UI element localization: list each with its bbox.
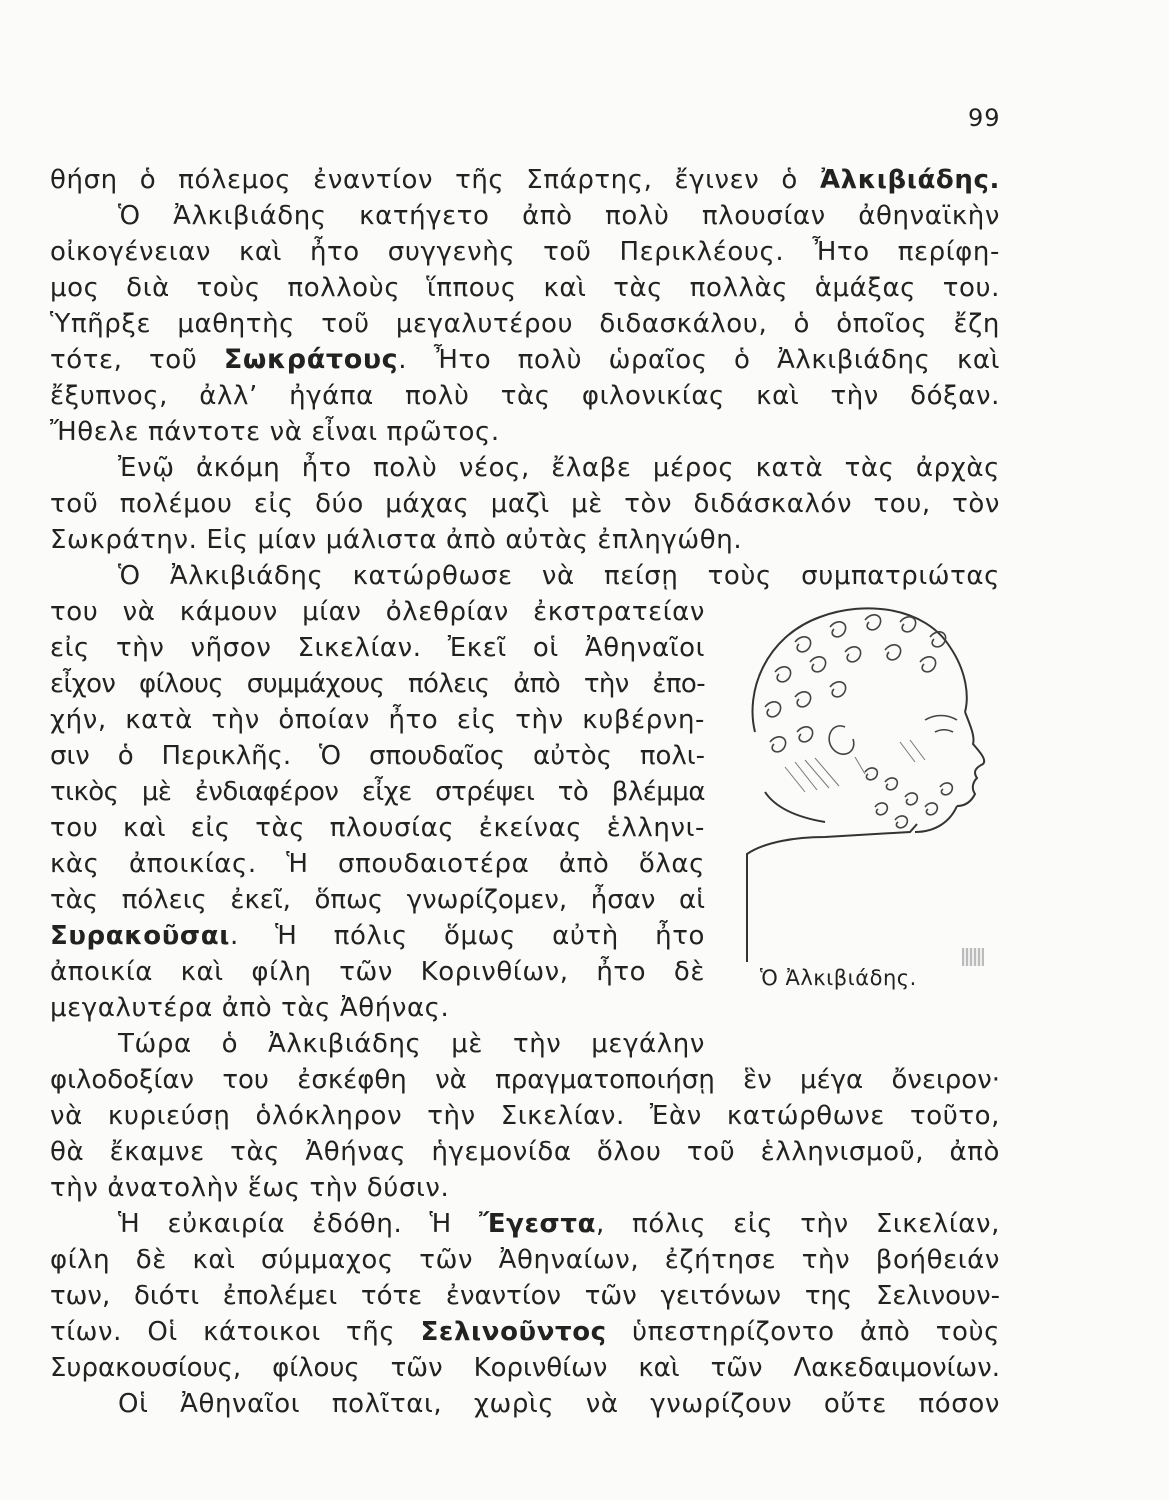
bold-name: Ἔγεστα (478, 1209, 597, 1239)
text-line: ἀποικία καὶ φίλη τῶν Κορινθίων, ἦτο δὲ (50, 957, 705, 987)
text-line: τὴν ἀνατολὴν ἕως τὴν δύσιν. (50, 1173, 450, 1203)
text-line: οἰκογένειαν καὶ ἦτο συγγενὴς τοῦ Περικλέους. Ἦτο περίφη- (50, 237, 1000, 267)
text-line: εἶχον φίλους συμμάχους πόλεις ἀπὸ τὴν ἐπο- (50, 669, 705, 699)
text-line: χήν, κατὰ τὴν ὁποίαν ἦτο εἰς τὴν κυβέρνη- (50, 705, 705, 735)
bold-name: Ἀλκιβιάδης. (819, 165, 1000, 195)
text-line: Ἡ εὐκαιρία ἐδόθη. Ἡ Ἔγεστα, πόλις εἰς τὴν Σικελίαν, (118, 1209, 1000, 1239)
bold-name: Σωκράτους (223, 344, 399, 375)
page-number: 99 (968, 104, 1001, 132)
text-line: Συρακουσίους, φίλους τῶν Κορινθίων καὶ τῶν Λακεδαιμονίων. (50, 1353, 1000, 1383)
text-line: του καὶ εἰς τὰς πλουσίας ἐκείνας ἑλληνι- (50, 813, 705, 843)
text-line: Συρακοῦσαι. Ἡ πόλις ὅμως αὐτὴ ἦτο (50, 921, 705, 951)
text-line: κὰς ἀποικίας. Ἡ σπουδαιοτέρα ἀπὸ ὅλας (50, 849, 705, 879)
text-line: τικὸς μὲ ἐνδιαφέρον εἶχε στρέψει τὸ βλέμμα (50, 777, 705, 807)
text-line: Σωκράτην. Εἰς μίαν μάλιστα ἀπὸ αὐτὰς ἐπληγώθη. (50, 525, 743, 555)
text-line: Ἤθελε πάντοτε νὰ εἶναι πρῶτος. (50, 417, 500, 447)
text-line: του νὰ κάμουν μίαν ὀλεθρίαν ἐκστρατείαν (50, 597, 705, 627)
text-line: φίλη δὲ καὶ σύμμαχος τῶν Ἀθηναίων, ἐζήτησε τὴν βοήθειάν (50, 1245, 1000, 1275)
text-line: τὰς πόλεις ἐκεῖ, ὅπως γνωρίζομεν, ἦσαν αἱ (50, 885, 705, 915)
text-line: τοῦ πολέμου εἰς δύο μάχας μαζὶ μὲ τὸν διδάσκαλόν του, τὸν (50, 489, 1000, 519)
text-line: φιλοδοξίαν του ἐσκέφθη νὰ πραγματοποιήσῃ ἓν μέγα ὄνειρον· (50, 1065, 1000, 1095)
text-line: θήση ὁ πόλεμος ἐναντίον τῆς Σπάρτης, ἔγινεν ὁ Ἀλκιβιάδης. (50, 165, 1000, 195)
scan-mark (962, 948, 984, 966)
text-line: θὰ ἔκαμνε τὰς Ἀθήνας ἡγεμονίδα ὅλου τοῦ ἑλληνισμοῦ, ἀπὸ (50, 1137, 1000, 1167)
text-line: Ὁ Ἀλκιβιάδης κατήγετο ἀπὸ πολὺ πλουσίαν ἀθηναϊκὴν (118, 201, 1000, 231)
text-line: νὰ κυριεύσῃ ὁλόκληρον τὴν Σικελίαν. Ἐὰν κατώρθωνε τοῦτο, (50, 1101, 1000, 1131)
text-line: Ὁ Ἀλκιβιάδης κατώρθωσε νὰ πείσῃ τοὺς συμπατριώτας (118, 561, 1000, 591)
text-line: μεγαλυτέρα ἀπὸ τὰς Ἀθήνας. (50, 993, 450, 1023)
text-line: εἰς τὴν νῆσον Σικελίαν. Ἐκεῖ οἱ Ἀθηναῖοι (50, 633, 705, 663)
text-line: Οἱ Ἀθηναῖοι πολῖται, χωρὶς νὰ γνωρίζουν οὔτε πόσον (118, 1389, 1000, 1419)
text-line: Ἐνῷ ἀκόμη ἦτο πολὺ νέος, ἔλαβε μέρος κατὰ τὰς ἀρχὰς (118, 453, 1000, 483)
text-line: τότε, τοῦ Σωκράτους. Ἦτο πολὺ ὡραῖος ὁ Ἀλκιβιάδης καὶ (50, 344, 1001, 375)
text-line: τίων. Οἱ κάτοικοι τῆς Σελινοῦντος ὑπεστηρίζοντο ἀπὸ τοὺς (50, 1317, 1000, 1347)
alcibiades-bust-icon (735, 592, 990, 962)
text-line: ἔξυπνος, ἀλλ’ ἠγάπα πολὺ τὰς φιλονικίας καὶ τὴν δόξαν. (50, 381, 1000, 411)
text-line: Ὑπῆρξε μαθητὴς τοῦ μεγαλυτέρου διδασκάλου, ὁ ὁποῖος ἔζη (50, 309, 1000, 339)
text-line: Τώρα ὁ Ἀλκιβιάδης μὲ τὴν μεγάλην (118, 1029, 705, 1059)
figure-caption: Ὁ Ἀλκιβιάδης. (760, 966, 917, 990)
text-line: σιν ὁ Περικλῆς. Ὁ σπουδαῖος αὐτὸς πολι- (50, 741, 705, 771)
text-line: των, διότι ἐπολέμει τότε ἐναντίον τῶν γειτόνων της Σελινουν- (50, 1281, 1000, 1311)
bold-name: Σελινοῦντος (420, 1317, 607, 1347)
text-line: μος διὰ τοὺς πολλοὺς ἵππους καὶ τὰς πολλὰς ἁμάξας του. (50, 273, 1000, 303)
bold-name: Συρακοῦσαι (50, 921, 230, 951)
